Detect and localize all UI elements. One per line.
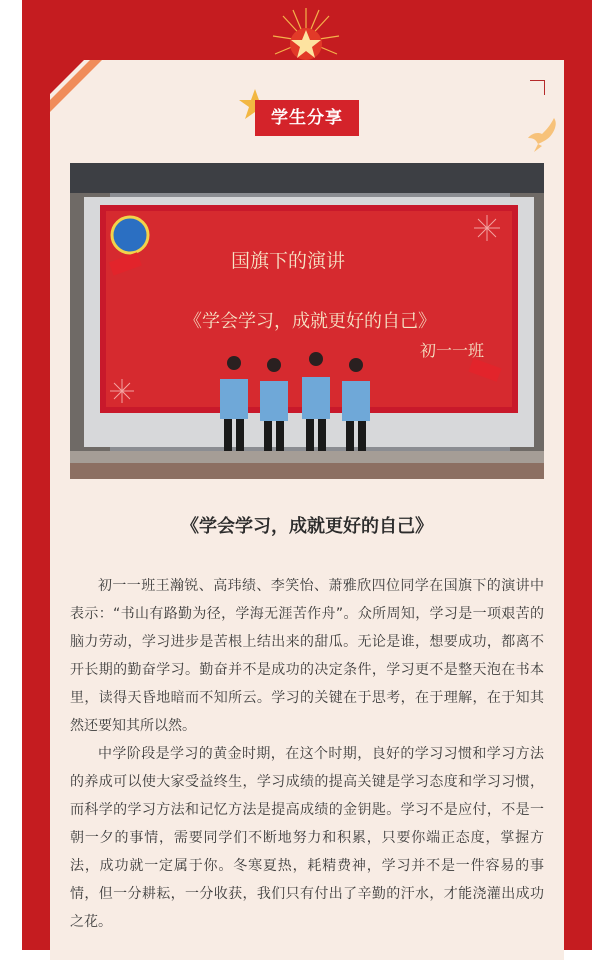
speech-photo bbox=[70, 163, 544, 479]
section-badge: 学生分享 bbox=[255, 100, 359, 136]
article-body bbox=[70, 572, 544, 936]
article-paragraph-1: 初一一班王瀚锐、高玮绩、李笑怡、萧雅欣四位同学在国旗下的演讲中表示：“书山有路勤为径，学海无涯苦作舟”。众所周知，学习是一项艰苦的脑力劳动，学习进步是苦根上结出来的甜瓜。无论是谁，想要成功，都离不开长期的勤奋学习。勤奋并不是成功的决定条件，学习更不是整天泡在书本里，读得天昏地暗而不知所云。学习的关键在于思考，在于理解，在于知其然还要知其所以然。 bbox=[70, 578, 544, 734]
corner-ribbon-icon bbox=[50, 60, 110, 120]
screen-class: 初一一班 bbox=[419, 343, 485, 360]
screen-subtitle: 《学会学习，成就更好的自己》 bbox=[184, 311, 436, 331]
article-paragraph-2: 中学阶段是学习的黄金时期，在这个时期，良好的学习习惯和学习方法的养成可以使大家受益终生，学习成绩的提高关键是学习态度和学习习惯，而科学的学习方法和记忆方法是提高成绩的金钥匙。学习不是应付，不是一朝一夕的事情，需要同学们不断地努力和积累，只要你端正态度，掌握方法，成功就一定属于你。冬寒夏热，耗精费神，学习并不是一件容易的事情，但一分耕耘，一分收获，我们只有付出了辛勤的汗水，才能浇灌出成功之花。 bbox=[70, 746, 544, 930]
article-title: 《学会学习，成就更好的自己》 bbox=[181, 516, 433, 537]
dove-icon bbox=[524, 116, 560, 154]
corner-bracket-decoration bbox=[530, 80, 545, 95]
screen-title: 国旗下的演讲 bbox=[230, 251, 346, 272]
